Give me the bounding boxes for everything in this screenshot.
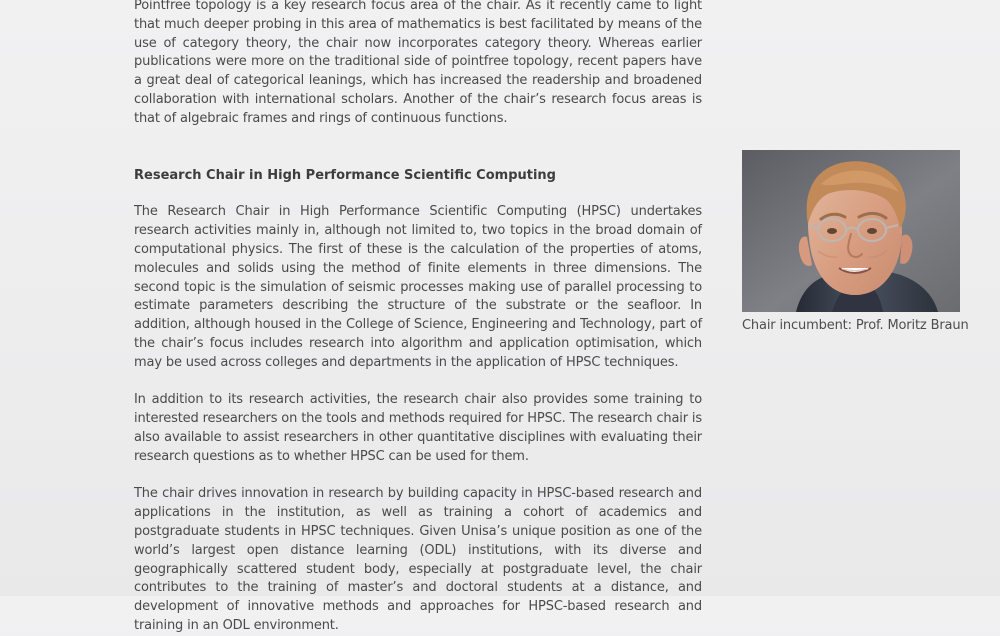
hpsc-section [134,167,702,636]
portrait-sidebar [742,150,969,335]
portrait-caption: Chair incumbent: Prof. Moritz Braun [742,318,969,333]
section-paragraph-1: The Research Chair in High Performance Scientific Computing (HPSC) undertakes research activities mainly in, although not limited to, two topics in the broad domain of computational physics. The first of these is the calculation of the properties of atoms, molecules and solids using the method of finite elements in three dimensions. The second topic is the simulation of seismic processes making use of parallel processing to estimate parameters describing the structure of the substrate or the seafloor. In addition, although housed in the College of Science, Engineering and Technology, part of the chair’s focus includes research into algorithm and application optimisation, which may be used across colleges and departments in the application of HPSC techniques. [134,204,702,370]
chair-portrait-photo [742,150,960,312]
section-heading: Research Chair in High Performance Scientific Computing [134,167,556,183]
section-paragraph-3: The chair drives innovation in research by building capacity in HPSC-based research and applications in the institution, as well as training a cohort of academics and postgraduate students in HPSC techniques. Given Unisa’s unique position as one of the world’s largest open distance learning (ODL) institutions, with its diverse and geographically scattered student body, especially at postgraduate level, the chair contributes to the training of master’s and doctoral students at a distance, and development of innovative methods and approaches for HPSC-based research and training in an ODL environment. [134,486,702,633]
portrait-illustration [742,150,960,312]
main-content [134,0,702,636]
intro-paragraph: Pointfree topology is a key research focus area of the chair. As it recently came to light that much deeper probing in this area of mathematics is best facilitated by means of the use of category theory, the chair now incorporates category theory. Whereas earlier publications were more on the traditional side of pointfree topology, recent papers have a great deal of categorical leanings, which has increased the readership and broadened collaboration with international scholars. Another of the chair’s research focus areas is that of algebraic frames and rings of continuous functions. [134,0,702,126]
section-paragraph-2: In addition to its research activities, the research chair also provides some training to interested researchers on the tools and methods required for HPSC. The research chair is also available to assist researchers in other quantitative disciplines with evaluating their research questions as to whether HPSC can be used for them. [134,392,702,464]
